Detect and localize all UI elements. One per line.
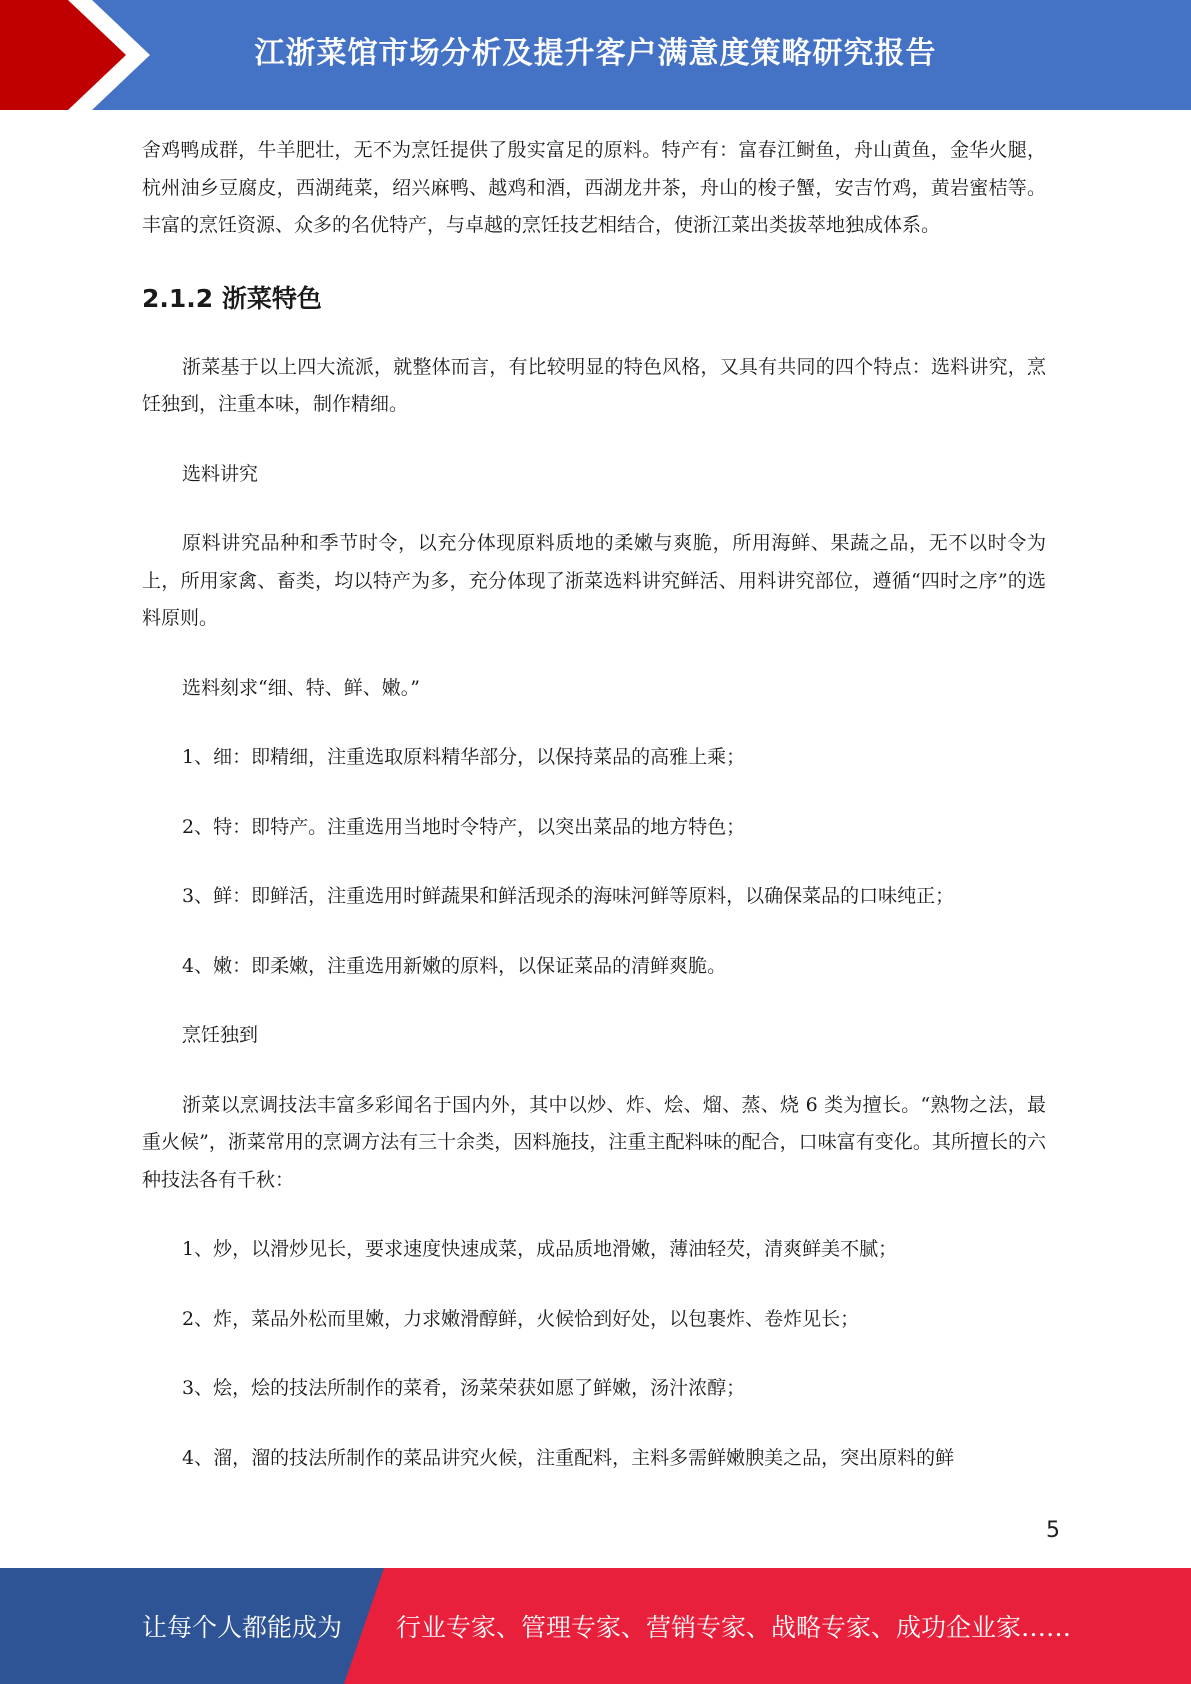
list-item: 1、炒，以滑炒见长，要求速度快速成菜，成品质地滑嫩，薄油轻芡，清爽鲜美不腻； [182,1238,898,1260]
subheading-selection: 选料讲究 [182,462,259,485]
list-item: 4、溜，溜的技法所制作的菜品讲究火候，注重配料，主料多需鲜嫩腴美之品，突出原料的鲜 [182,1446,955,1469]
footer-slogan-left: 让每个人都能成为 [142,1613,343,1642]
list-item: 2、特：即特产。注重选用当地时令特产，以突出菜品的地方特色； [182,815,746,838]
document-body [142,132,1046,1477]
list-item: 2、炸，菜品外松而里嫩，力求嫩滑醇鲜，火候恰到好处，以包裹炸、卷炸见长； [182,1307,860,1330]
header-banner [0,0,1191,110]
paragraph: 浙菜基于以上四大流派，就整体而言，有比较明显的特色风格，又具有共同的四个特点：选料讲究，烹饪独到，注重本味，制作精细。 [142,355,1046,415]
document-title: 江浙菜馆市场分析及提升客户满意度策略研究报告 [254,36,937,71]
paragraph: 原料讲究品种和季节时令，以充分体现原料质地的柔嫩与爽脆，所用海鲜、果蔬之品，无不以时令为上，所用家禽、畜类，均以特产为多，充分体现了浙菜选料讲究鲜活、用料讲究部位，遵循“四时之序”的选料原则。 [142,532,1046,629]
footer-banner [0,1568,1191,1684]
list-item: 4、嫩：即柔嫩，注重选用新嫩的原料，以保证菜品的清鲜爽脆。 [182,954,727,977]
list-item: 3、烩，烩的技法所制作的菜肴，汤菜荣获如愿了鲜嫩，汤汁浓醇； [182,1377,746,1399]
paragraph: 浙菜以烹调技法丰富多彩闻名于国内外，其中以炒、炸、烩、熘、蒸、烧 6 类为擅长。“熟物之法，最重火候”，浙菜常用的烹调方法有三十余类，因料施技，注重主配料味的配合，口味富有变化。其所擅长的六种技法各有千秋： [142,1093,1046,1191]
section-heading: 2.1.2 浙菜特色 [142,283,322,313]
page-number: 5 [1046,1518,1060,1543]
paragraph: 选料刻求“细、特、鲜、嫩。” [182,676,420,699]
subheading-cooking: 烹饪独到 [182,1024,259,1046]
footer-slogan-right: 行业专家、管理专家、营销专家、战略专家、成功企业家…… [396,1613,1072,1642]
intro-paragraph: 舍鸡鸭成群，牛羊肥壮，无不为烹饪提供了殷实富足的原料。特产有：富春江鲥鱼，舟山黄鱼，金华火腿，杭州油乡豆腐皮，西湖莼菜，绍兴麻鸭、越鸡和酒，西湖龙井茶，舟山的梭子蟹，安吉竹鸡，黄岩蜜桔等。丰富的烹饪资源、众多的名优特产，与卓越的烹饪技艺相结合，使浙江菜出类拔萃地独成体系。 [142,139,1046,236]
list-item: 1、细：即精细，注重选取原料精华部分，以保持菜品的高雅上乘； [182,746,746,768]
list-item: 3、鲜：即鲜活，注重选用时鲜蔬果和鲜活现杀的海味河鲜等原料，以确保菜品的口味纯正； [182,885,955,907]
